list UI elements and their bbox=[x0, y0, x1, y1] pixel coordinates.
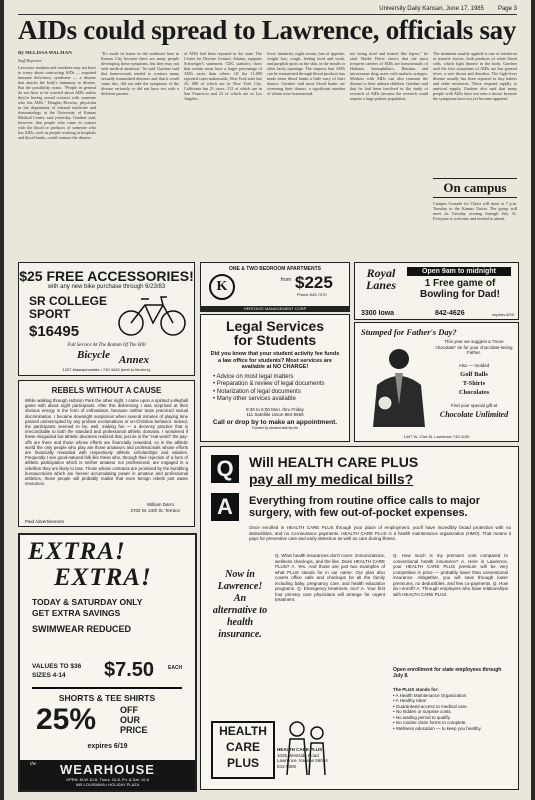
apartments-ad bbox=[200, 262, 350, 312]
bowling-offer: 1 Free game of Bowling for Dad! bbox=[420, 278, 500, 300]
fathers-address: 1407 W. 23rd St. Lawrence 749-1150 bbox=[403, 434, 470, 439]
legal-office: 111 Satellite Union 864-5665 bbox=[246, 411, 304, 417]
rebels-title: REBELS WITHOUT A CAUSE bbox=[51, 386, 162, 395]
article-text-5: not being tired and treated like lepers," he said. Birdie Davis shows that the most frequent carriers of AIDs are homosexuals of Haitians, hemophiliacs, Haitians and intravenous drug users with malaria syringes. Mothers with AIDs can also transmit the disease to their unborn children. Gardner said that he had been involved in the study of research of AIDs because the research could require a large patient population. bbox=[350, 51, 428, 101]
article-column-1 bbox=[18, 51, 96, 256]
page-label: Page 3 bbox=[497, 6, 517, 12]
article-byline: By MELISSA WALMAN bbox=[18, 51, 72, 56]
apartments-from: from bbox=[281, 277, 291, 283]
bicycle-ad-address: 1207 Massachusetts • 749 3426 (next to Morris's) bbox=[62, 367, 151, 372]
health-enroll: Open enrollment for state employees through July 8. bbox=[393, 667, 502, 679]
bicycle-ad-headline: $25 FREE ACCESSORIES! bbox=[19, 268, 194, 284]
health-plus-item-3: • Guaranteed access to medical care. bbox=[393, 703, 468, 709]
health-logo-3: PLUS bbox=[226, 756, 259, 770]
article-column-2 bbox=[101, 51, 179, 256]
rebels-notice bbox=[18, 380, 195, 527]
health-plus-list bbox=[393, 687, 508, 731]
health-answer: Everything from routine office calls to major surgery, with few out-of-pocket expenses. bbox=[249, 495, 481, 519]
health-logo-1: HEALTH bbox=[219, 724, 267, 738]
health-qa-middle: Q. What health insurances don't cover: immunizations, wellness checkups, and the like. Does HEALTH CARE PLUS? A. Yes. And those are just two examples of what PLUS stands for in our name. Our plan also covers office calls and checkups for all the family including baby, pregnancy care, and health education programs. Q. Emergency treatment, too? A. Your first four primary care physicians will arrange for urgent treatment. bbox=[275, 553, 385, 602]
wearhouse-name: WEARHOUSE bbox=[60, 762, 155, 777]
health-slogan bbox=[211, 569, 269, 641]
article-column-5 bbox=[350, 51, 428, 256]
paper-name: University Daily Kansan, June 17, 1985 bbox=[379, 6, 484, 12]
health-logo-2: CARE bbox=[225, 740, 260, 754]
page-header bbox=[18, 4, 517, 15]
health-plus-item-7: • Wellness education — to keep you healthy. bbox=[393, 725, 482, 731]
article-text-6: The treatment usually applied is one of interferon or transfer factors, both products of white blood cells, which fight disease in the body. Gardner said the first symptoms of AIDs are but general fever, a sore throat and diarrhea. The high-fever disease usually has been reported in tiny babies and other newborns. These respond rapidly to antiviral supply. Gardner also said that many people with AIDs have not seen a doctor because the symptoms have not yet become apparent. bbox=[433, 51, 517, 101]
on-campus-title: On campus bbox=[433, 178, 517, 198]
article-text-2: "It's made its home in the northeast here in Kansas City because there are many people developing these symptoms, but they may not seek medical attention," he said. Gardner said that homosexuals tended to contract many sexually transmitted diseases and that it could cause this, did not take the symptoms of the disease seriously or did not have sex with a different partner. bbox=[101, 51, 179, 96]
extra-off-labels bbox=[120, 705, 148, 735]
bowling-ad bbox=[354, 262, 519, 320]
extra-each: EACH bbox=[168, 665, 183, 671]
legal-bullet-1: • Advice on most legal matters bbox=[213, 373, 294, 380]
article-byline-role: Staff Reporter bbox=[18, 58, 42, 63]
bicycle-price: $16495 bbox=[29, 323, 80, 340]
health-contact-4: 841-5300 bbox=[277, 763, 297, 769]
bicycle-model: SR COLLEGE SPORT bbox=[29, 294, 108, 321]
article-text-1: Lawrence students and residents may not have to worry about contracting AIDs — acquired immune deficiency syndrome — a disease that attacks the body's immunity to disease. But the possibility exists. "People in general do not have to be worried about AIDs unless they're having sexual contacts with someone who has AIDs," Douglas Horwitz, physician in the department of internal medicine and rheumatology at the University of Kansas Medical Center, said yesterday. Gardner said, however, that people who come in contact with the blood or products of someone who has AIDs, such as people working at hospitals and blood banks, could contract the disease. bbox=[18, 65, 96, 140]
apartments-footer: HERITAGE MANAGEMENT CORP bbox=[201, 306, 349, 311]
on-campus-section bbox=[433, 178, 517, 256]
legal-bullets bbox=[213, 374, 349, 404]
health-contact bbox=[277, 747, 328, 769]
fathers-items bbox=[435, 370, 513, 397]
extra-title-1: EXTRA! bbox=[28, 538, 126, 565]
health-plus-item-5: • No waiting period to qualify. bbox=[393, 714, 451, 720]
bicycle-ad-subline: with any new bike purchase through 6/23/83 bbox=[47, 284, 166, 290]
apartments-tagline: ONE & TWO BEDROOM APARTMENTS bbox=[229, 266, 321, 272]
health-care-plus-logo bbox=[211, 721, 275, 779]
on-campus-text: Campus Crusade for Christ will meet at 7 p.m. Tuesday in the Kansas Union. The group will meet on Tuesday evening through July 31. Everyone is welcome and invited to attend. bbox=[433, 201, 517, 221]
article-text-4: fever, headache, night sweats, loss of appetite, weight loss, cough, feeling tired and weak, and purplish spots on the skin, in the mouth or other body openings. The impacts that AIDs can be transmitted through blood products has made some blood banks a little wary of their donors. Gardner said most blood banks are screening their donors, a significant number of whom were homosexual. bbox=[267, 51, 345, 96]
legal-bullet-3: • Notarization of legal documents bbox=[213, 388, 301, 395]
extra-expires: expires 6/19 bbox=[87, 743, 128, 750]
health-contact-3: Lawrence, Kansas 66044 bbox=[277, 758, 328, 763]
fathers-also: Also — molded bbox=[458, 363, 490, 368]
health-plus-title: The PLUS stands for: bbox=[393, 687, 439, 692]
health-slogan-2: An alternative to health insurance. bbox=[212, 593, 268, 640]
extra-off-percent: 25% bbox=[36, 703, 97, 736]
bicycle-brand-2: Annex bbox=[119, 354, 149, 366]
fathers-day-ad bbox=[354, 322, 519, 442]
extra-category: SWIMWEAR REDUCED bbox=[32, 624, 131, 634]
royal-brand-1: Royal bbox=[366, 266, 396, 280]
newspaper-page bbox=[4, 0, 531, 800]
health-qa-right: Q. How much is my premium cost compared to conventional health insurance? A. Here in Lawrence, your HEALTH CARE PLUS premium will be very competitive in price — probably lower than conventional insurance. Altogether, you will save through lower premiums, no deductibles, and few co-payments. Q. How do I enroll? A. Through employers who have relationships with HEALTH CARE PLUS. bbox=[393, 553, 508, 597]
legal-title-1: Legal Services bbox=[225, 318, 325, 334]
health-plus-item-6: • No routine claim forms to complete. bbox=[393, 720, 467, 725]
fathers-item-3: Chocolates bbox=[458, 389, 490, 396]
fathers-item-2: T-Shirts bbox=[462, 380, 486, 387]
health-plus-item-1: • A Health Maintenance Organization bbox=[393, 692, 467, 698]
legal-title-2: for Students bbox=[233, 332, 317, 348]
wearhouse-hours: OPEN: M-W 10-6, Thurs. 10-8, Fri. & Sat. 10-6 bbox=[66, 777, 149, 782]
bowling-open: Open 9am to midnight bbox=[407, 267, 511, 276]
legal-services-ad bbox=[200, 314, 350, 442]
bicycle-brand-1: Bicycle bbox=[77, 349, 110, 361]
fathers-item-1: Golf Balls bbox=[460, 371, 488, 378]
rebels-body: While walking through Hobson Park the other night, I came upon a spirited volleyball game with about eight participants. After this distressing I was surprised at their obvious energy in the form of enthusiasm, because neither team practiced sexual discrimination. I became downright suspicious when several minutes of playing time passed uninterrupted by any profane exclamations or un-Christian behavior. Indeed, the participants seemed to be, well, making fun — a decency practice that is irreconcilable to both the standard and professional athletic domains. I wondered if these misguided but athletic devotees realized that, just as in the "real world" the pay-offs are there and those whose efforts are financially rewarded, so in the athletic world the only people who play are those amateurs and professionals whose efforts are financially rewarded with respectively athletic scholarships and salaries. Frequently I see good-natured folk like these who, through their rejection of a form of athletic participation which is neither amateur nor professional, are engaged in a rebellion they are likely to lose. Those whose contracts are promised by the bumbling bureaucracies which are forever accumulating power in amateur and professional athletics, those people will probably realize that even benign rebels just waste resources. bbox=[25, 398, 188, 487]
apartments-phone: Phone 843-7370 bbox=[297, 292, 327, 297]
health-intro: Once enrolled in HEALTH CARE PLUS through your place of employment, you'll have incredibly broad protection with no deductibles, and no co-insurance payments. HEALTH CARE PLUS is a health maintenance organization (HMO). That means it pays for preventive care and early detection as well as care during illness. bbox=[249, 525, 511, 541]
health-contact-2: 1035 Westside Road bbox=[277, 752, 319, 758]
fathers-find: Find your special gift at bbox=[450, 403, 498, 408]
bowling-phone: 842-4626 bbox=[435, 310, 465, 317]
health-slogan-1: Now in Lawrence! bbox=[217, 569, 263, 592]
extra-shorts: SHORTS & TEE SHIRTS bbox=[32, 687, 182, 703]
article-column-4 bbox=[267, 51, 345, 256]
extra-extra-ad bbox=[18, 533, 197, 792]
bowling-address: 3300 Iowa bbox=[361, 310, 395, 317]
bowling-expires: expires 6/20 bbox=[492, 312, 514, 317]
extra-title-2: EXTRA! bbox=[54, 564, 152, 591]
legal-funded: Funded by student activity fee bbox=[251, 425, 299, 430]
royal-lanes-logo bbox=[361, 267, 401, 291]
legal-cta: Call or drop by to make an appointment. bbox=[212, 418, 338, 426]
father-illustration-icon bbox=[361, 341, 431, 427]
wearhouse-banner bbox=[20, 760, 195, 790]
bicycle-ad bbox=[18, 262, 195, 376]
wearhouse-prefix: the bbox=[30, 762, 37, 767]
rebels-signer-address: 2702 W. 24th St. Terrace bbox=[130, 508, 180, 513]
legal-hours: 8:30 to 5:00 Mon. thru Friday bbox=[246, 406, 304, 412]
extra-sizes: SIZES 4-14 bbox=[32, 672, 66, 679]
article-headline: AIDs could spread to Lawrence, officials say bbox=[18, 15, 517, 45]
extra-price-label: PRICE bbox=[120, 725, 148, 735]
article-column-6 bbox=[433, 51, 517, 176]
health-q-badge: Q bbox=[211, 455, 239, 483]
legal-bullet-4: • Many other services available bbox=[213, 396, 296, 402]
health-contact-1: HEALTH CARE PLUS bbox=[277, 747, 323, 752]
wearhouse-address: 945 LOUISIANA • HOLIDAY PLAZA bbox=[75, 782, 140, 787]
extra-price: $7.50 bbox=[104, 659, 155, 681]
apartments-price: $225 bbox=[295, 273, 333, 292]
health-question-2: pay all my medical bills? bbox=[249, 471, 414, 487]
health-plus-item-2: • A Healthy Idea! bbox=[393, 698, 427, 703]
fathers-title: Stumped for Father's Day? bbox=[361, 327, 457, 337]
rebels-paid: Paid Advertisement bbox=[25, 519, 64, 524]
royal-brand-2: Lanes bbox=[366, 278, 396, 292]
extra-values: VALUES TO $36 bbox=[32, 663, 82, 670]
article-column-3 bbox=[184, 51, 262, 256]
legal-question: Did you know that your student activity fee funds a law office for students? Most services are available at NO CHARGE! bbox=[210, 351, 340, 370]
health-plus-item-4: • No hidden or surprise costs. bbox=[393, 709, 452, 714]
fathers-intro: This year we suggest a "more chocolate" tie for your chocolate-loving Father. bbox=[435, 339, 513, 355]
extra-off-label: OFF bbox=[120, 705, 138, 715]
rebels-signer: William Darro bbox=[147, 502, 174, 507]
extra-get: GET EXTRA SAVINGS bbox=[32, 608, 121, 618]
extra-our-label: OUR bbox=[120, 715, 140, 725]
legal-bullet-2: • Preparation & review of legal documents bbox=[213, 381, 325, 387]
heritage-logo: K bbox=[209, 274, 235, 300]
article-text-3: of AIDs had been reported in the state. The Center for Disease Control, Atlanta, supports Schweiger's statement. CDC statistics show that certain areas have a larger percentage of AIDs cases than others. Of the 11,000 reported cases nationwide, New York state has 25, 000 of which are in New York City. California has 21 cases, 512 of which are in San Francisco and 22 of which are in Los Angeles. bbox=[184, 51, 262, 101]
bicycle-ad-note: Full Service At The Bottom Of The Hill bbox=[67, 343, 146, 348]
health-a-badge: A bbox=[211, 493, 239, 521]
extra-today: TODAY & SATURDAY ONLY bbox=[32, 597, 143, 607]
health-question-1: Will HEALTH CARE PLUS bbox=[249, 454, 419, 470]
health-care-plus-ad bbox=[200, 446, 519, 790]
bicycle-icon bbox=[117, 291, 187, 337]
fathers-brand: Chocolate Unlimited bbox=[439, 410, 509, 419]
